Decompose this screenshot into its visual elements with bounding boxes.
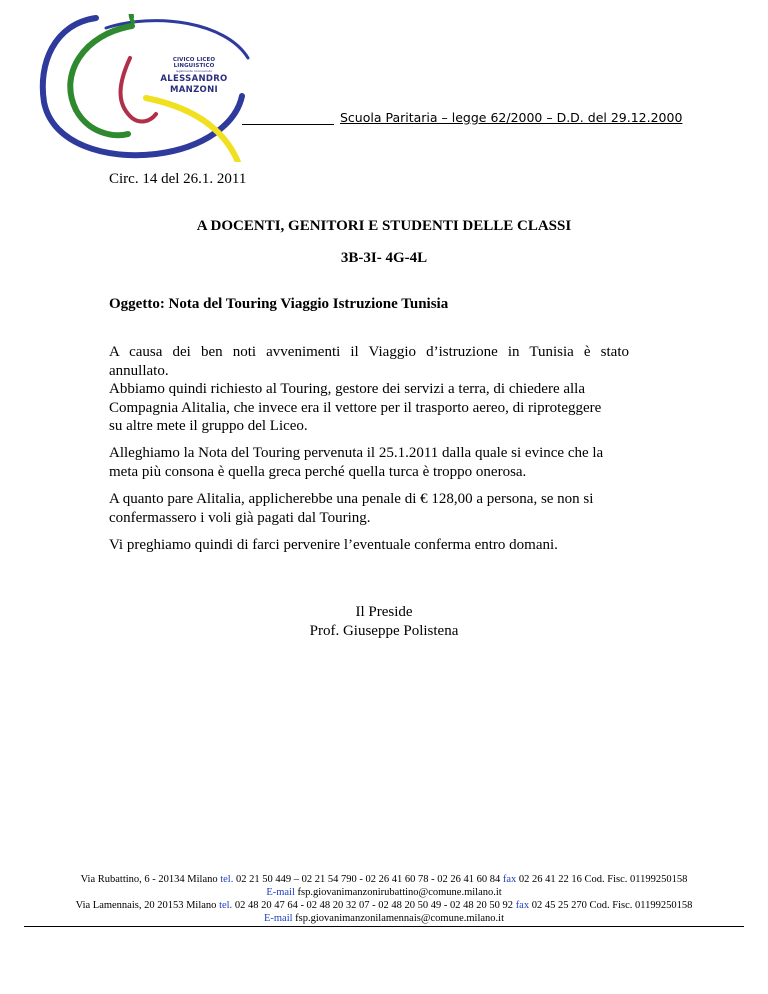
body-paragraph-3 (109, 490, 629, 527)
footer-contacts (0, 873, 768, 925)
footer-tel-1: 02 21 50 449 – 02 21 54 790 - 02 26 41 60 78 - 02 26 41 60 84 (233, 874, 503, 885)
logo-name-line2: MANZONI (170, 84, 218, 95)
footer-fax-2: 02 45 25 270 Cod. Fisc. 01199250158 (529, 900, 693, 911)
p2-line1: Alleghiamo la Nota del Touring pervenuta il 25.1.2011 dalla quale si evince che la (109, 445, 604, 461)
signature-name: Prof. Giuseppe Polistena (309, 622, 459, 639)
footer-email-label-2: E-mail (263, 913, 296, 924)
p2-line2: meta più consona è quella greca perché quella turca è troppo onerosa. (109, 463, 527, 480)
circular-reference: Circ. 14 del 26.1. 2011 (109, 171, 247, 187)
footer-line-4 (0, 912, 768, 925)
footer-email-2[interactable]: fsp.giovanimanzonilamennais@comune.milano.it (295, 913, 505, 924)
body-paragraph-4 (109, 536, 629, 555)
school-logo (36, 14, 268, 162)
addressee-heading: A DOCENTI, GENITORI E STUDENTI DELLE CLASSI (196, 218, 572, 234)
body-paragraph-2 (109, 444, 629, 481)
footer-address-1: Via Rubattino, 6 - 20134 Milano (80, 874, 221, 885)
signature-role: Il Preside (355, 604, 413, 620)
body-paragraph-1 (109, 343, 629, 436)
footer-rule (24, 926, 744, 927)
logo-top-text: CIVICO LICEO LINGUISTICO (172, 57, 216, 69)
p3-line1: A quanto pare Alitalia, applicherebbe una penale di € 128,00 a persona, se non si (109, 491, 594, 507)
p1-line1: A causa dei ben noti avvenimenti il Viaggio d’istruzione in Tunisia è stato (109, 344, 629, 360)
footer-email-label-1: E-mail (266, 887, 298, 898)
logo-name-line1: ALESSANDRO (160, 74, 228, 84)
footer-line-3 (0, 899, 768, 912)
header-rule (242, 124, 334, 125)
signature-block (0, 603, 768, 640)
logo-text-block (154, 58, 234, 94)
footer-line-2 (0, 886, 768, 899)
footer-email-1[interactable]: fsp.giovanimanzonirubattino@comune.milano.it (297, 887, 502, 898)
p1-line3: Abbiamo quindi richiesto al Touring, gestore dei servizi a terra, di chiedere alla (109, 381, 586, 397)
footer-tel-label-1: tel. (220, 874, 234, 885)
p1-line2: annullato. (109, 362, 169, 379)
footer-line-1 (0, 873, 768, 886)
school-status-text: Scuola Paritaria – legge 62/2000 – D.D. del 29.12.2000 (340, 110, 683, 125)
addressee-classes: 3B-3I- 4G-4L (340, 250, 428, 266)
p1-line4: Compagnia Alitalia, che invece era il vettore per il trasporto aereo, di riproteggere (109, 399, 602, 416)
footer-address-2: Via Lamennais, 20 20153 Milano (75, 900, 220, 911)
subject-line: Oggetto: Nota del Touring Viaggio Istruzione Tunisia (109, 296, 449, 312)
p4-line1: Vi preghiamo quindi di farci pervenire l’eventuale conferma entro domani. (109, 537, 558, 553)
footer-fax-label-2: fax (515, 900, 530, 911)
footer-tel-2: 02 48 20 47 64 - 02 48 20 32 07 - 02 48 20 50 49 - 02 48 20 50 92 (232, 900, 516, 911)
logo-sub-text: legalmente riconosciuto (175, 69, 213, 73)
footer-tel-label-2: tel. (219, 900, 233, 911)
p3-line2: confermassero i voli già pagati dal Touring. (109, 509, 371, 526)
footer-fax-label-1: fax (502, 874, 517, 885)
footer-fax-1: 02 26 41 22 16 Cod. Fisc. 01199250158 (516, 874, 688, 885)
p1-line5: su altre mete il gruppo del Liceo. (109, 418, 308, 434)
